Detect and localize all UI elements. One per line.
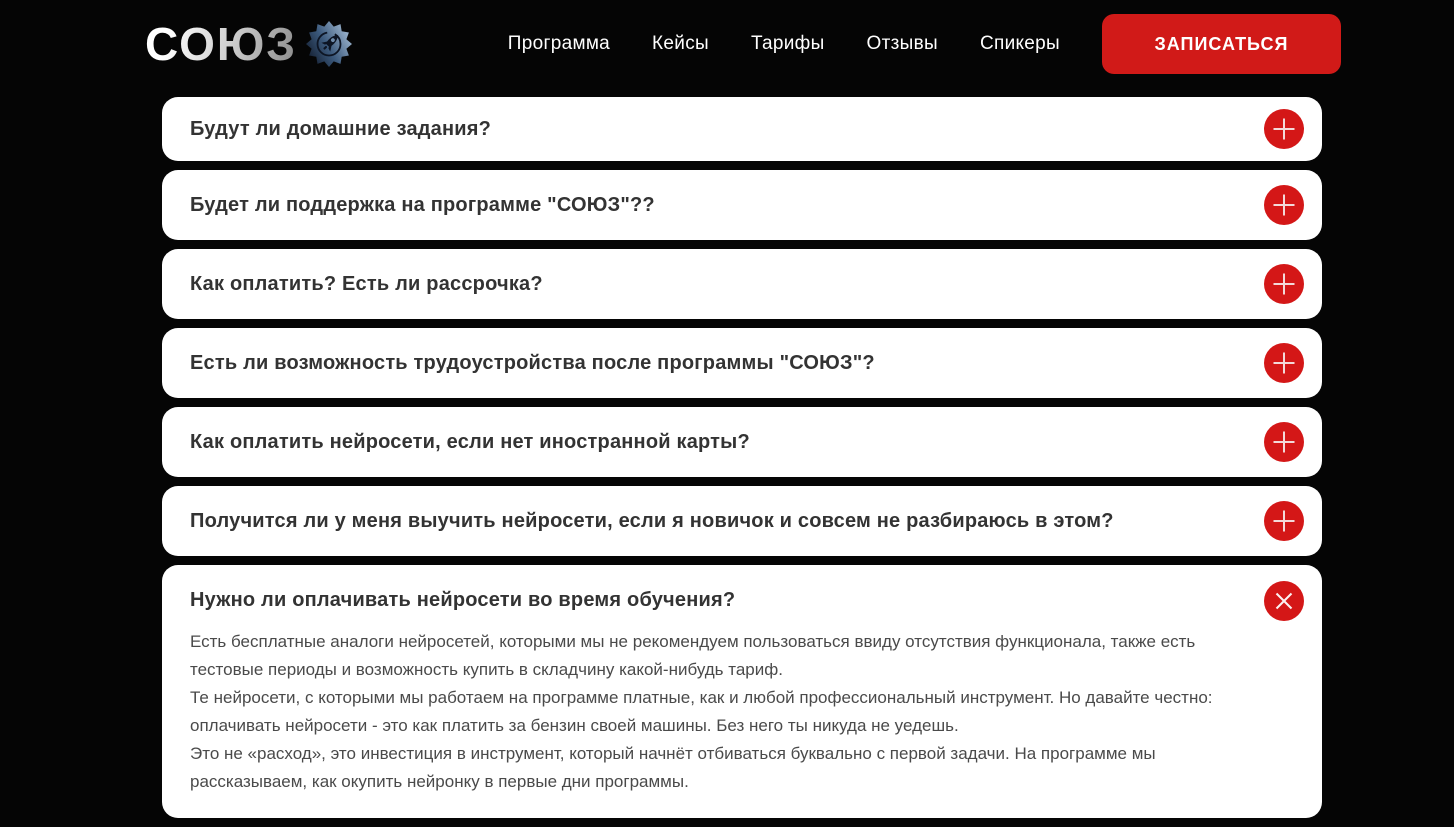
signup-button[interactable]: ЗАПИСАТЬСЯ bbox=[1102, 14, 1341, 74]
expand-button[interactable] bbox=[1264, 185, 1304, 225]
faq-question: Как оплатить нейросети, если нет иностранной карты? bbox=[190, 430, 750, 453]
faq-question: Будет ли поддержка на программе "СОЮЗ"?? bbox=[190, 193, 655, 216]
expand-button[interactable] bbox=[1264, 109, 1304, 149]
expand-button[interactable] bbox=[1264, 501, 1304, 541]
nav-item-cases[interactable]: Кейсы bbox=[652, 33, 709, 54]
logo[interactable] bbox=[145, 20, 353, 68]
faq-item[interactable] bbox=[162, 97, 1322, 161]
answer-paragraph: Есть бесплатные аналоги нейросетей, которыми мы не рекомендуем пользоваться ввиду отсутствия функционала, также есть тестовые периоды и возможность купить в складчину какой-нибудь тариф. bbox=[190, 632, 1196, 679]
header bbox=[0, 0, 1454, 88]
faq-question: Будут ли домашние задания? bbox=[190, 117, 492, 140]
expand-button[interactable] bbox=[1264, 264, 1304, 304]
faq-item-expanded[interactable] bbox=[162, 565, 1322, 818]
faq-question: Получится ли у меня выучить нейросети, если я новичок и совсем не разбираюсь в этом? bbox=[190, 509, 1114, 532]
plus-icon bbox=[1264, 109, 1304, 149]
main-nav bbox=[508, 33, 1060, 55]
collapse-button[interactable] bbox=[1264, 581, 1304, 621]
faq-item[interactable] bbox=[162, 249, 1322, 319]
expand-button[interactable] bbox=[1264, 422, 1304, 462]
logo-text: СОЮЗ bbox=[145, 18, 298, 70]
nav-item-speakers[interactable]: Спикеры bbox=[979, 33, 1060, 54]
plus-icon bbox=[1264, 185, 1304, 225]
answer-paragraph: Это не «расход», это инвестиция в инструмент, который начнёт отбиваться буквально с первой задачи. На программе мы рассказываем, как окупить нейронку в первые дни программы. bbox=[190, 744, 1156, 791]
faq-item[interactable] bbox=[162, 170, 1322, 240]
faq-item[interactable] bbox=[162, 486, 1322, 556]
answer-paragraph: Те нейросети, с которыми мы работаем на программе платные, как и любой профессиональный инструмент. Но давайте честно: оплачивать нейросети - это как платить за бензин своей машины. Без него ты никуда не уедешь. bbox=[190, 688, 1213, 735]
close-icon bbox=[1264, 581, 1304, 621]
faq-item[interactable] bbox=[162, 407, 1322, 477]
nav-item-tariffs[interactable]: Тарифы bbox=[750, 33, 825, 54]
faq-question: Есть ли возможность трудоустройства после программы "СОЮЗ"? bbox=[190, 351, 875, 374]
faq-item[interactable] bbox=[162, 328, 1322, 398]
plus-icon bbox=[1264, 264, 1304, 304]
nav-item-reviews[interactable]: Отзывы bbox=[866, 33, 938, 54]
plus-icon bbox=[1264, 422, 1304, 462]
plus-icon bbox=[1264, 343, 1304, 383]
rocket-badge-icon bbox=[305, 20, 353, 68]
faq-accordion bbox=[162, 97, 1322, 818]
faq-question: Нужно ли оплачивать нейросети во время обучения? bbox=[190, 589, 736, 611]
nav-item-program[interactable]: Программа bbox=[507, 33, 611, 54]
plus-icon bbox=[1264, 501, 1304, 541]
faq-question: Как оплатить? Есть ли рассрочка? bbox=[190, 272, 543, 295]
expand-button[interactable] bbox=[1264, 343, 1304, 383]
faq-answer bbox=[190, 628, 1262, 796]
